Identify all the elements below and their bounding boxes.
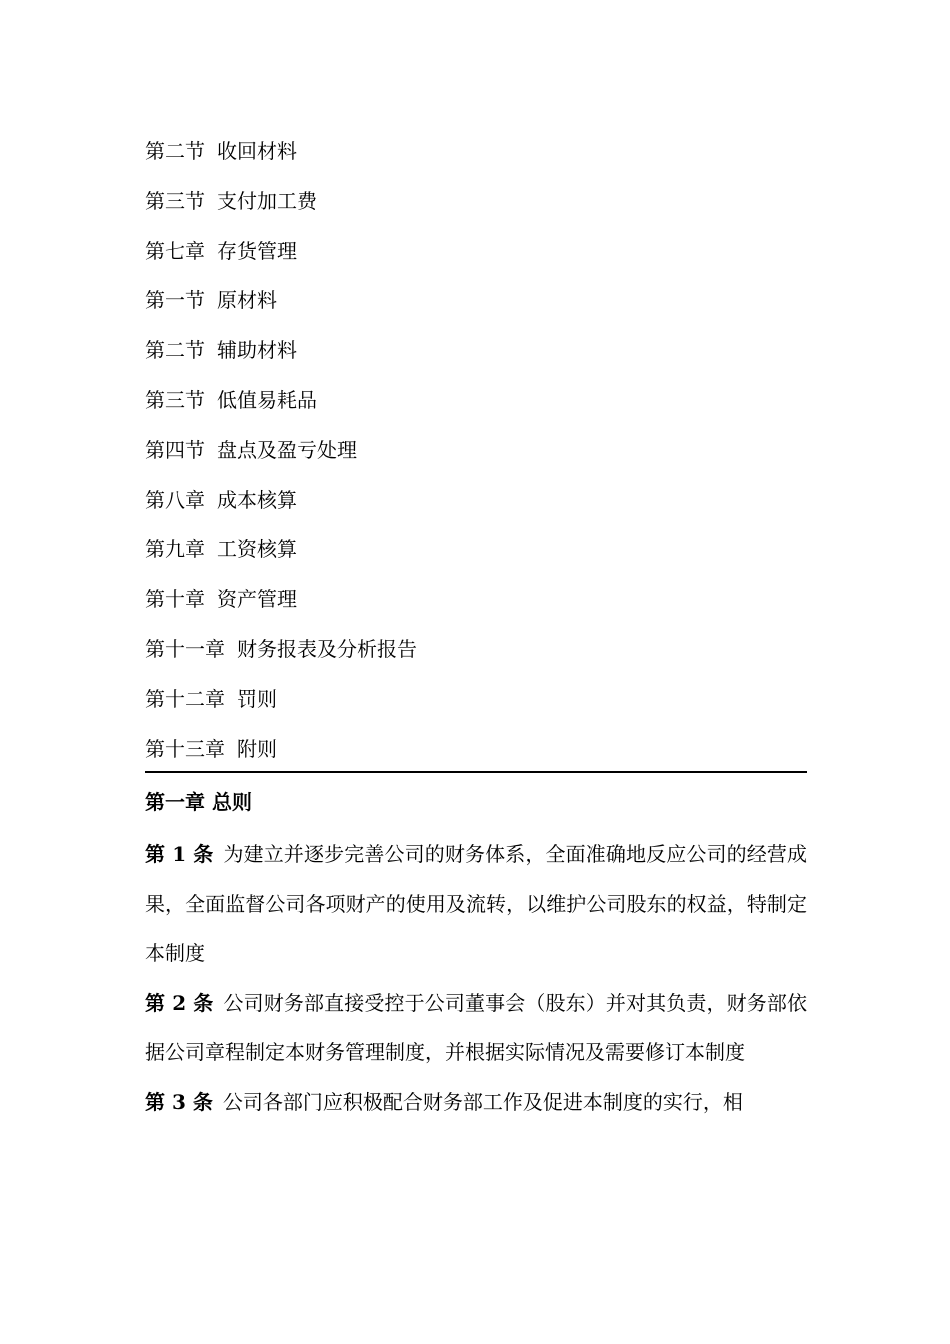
table-of-contents (145, 130, 807, 777)
toc-entry[interactable] (145, 130, 807, 180)
toc-entry-title: 资产管理 (217, 587, 297, 612)
chapter-heading: 第一章 总则 (145, 790, 252, 814)
article-paragraph (145, 979, 807, 1078)
document-body (145, 781, 807, 1128)
toc-entry-number: 第九章 (145, 537, 205, 562)
article-text: 为建立并逐步完善公司的财务体系，全面准确地反应公司的经营成果，全面监督公司各项财产的使用及流转，以维护公司股东的权益，特制定本制度 (145, 842, 808, 966)
toc-entry-title: 原材料 (217, 288, 277, 313)
toc-entry-number: 第七章 (145, 238, 205, 263)
toc-entry-title: 财务报表及分析报告 (237, 636, 417, 661)
section-divider (145, 771, 807, 773)
toc-entry-title: 罚则 (237, 686, 277, 711)
toc-entry-number: 第十一章 (145, 636, 225, 661)
toc-entry[interactable] (145, 728, 807, 778)
article-paragraph (145, 830, 807, 979)
toc-entry[interactable] (145, 230, 807, 280)
toc-entry-number: 第十章 (145, 587, 205, 612)
toc-entry-title: 支付加工费 (217, 188, 317, 213)
toc-entry-number: 第二节 (145, 139, 205, 163)
article-label: 第 2 条 (145, 990, 214, 1015)
toc-entry-number: 第八章 (145, 487, 205, 512)
toc-entry[interactable] (145, 528, 807, 578)
toc-entry[interactable] (145, 678, 807, 728)
toc-entry-number: 第十三章 (145, 736, 225, 761)
toc-entry-title: 存货管理 (217, 238, 297, 263)
article-text: 公司财务部直接受控于公司董事会（股东）并对其负责，财务部依据公司章程制定本财务管理制度，并根据实际情况及需要修订本制度 (145, 990, 808, 1065)
toc-entry-number: 第四节 (145, 437, 205, 462)
toc-entry-number: 第十二章 (145, 686, 225, 711)
toc-entry[interactable] (145, 479, 807, 529)
toc-entry-title: 收回材料 (217, 139, 297, 163)
article-text: 公司各部门应积极配合财务部工作及促进本制度的实行，相 (222, 1089, 743, 1114)
toc-entry-title: 成本核算 (217, 487, 297, 512)
toc-entry[interactable] (145, 279, 807, 329)
toc-entry[interactable] (145, 628, 807, 678)
article-label: 第 1 条 (145, 842, 214, 866)
toc-entry[interactable] (145, 180, 807, 230)
toc-entry-number: 第三节 (145, 387, 205, 412)
article-label: 第 3 条 (145, 1089, 213, 1114)
toc-entry[interactable] (145, 429, 807, 479)
toc-entry-number: 第二节 (145, 338, 205, 363)
toc-entry[interactable] (145, 379, 807, 429)
article-paragraph (145, 1078, 807, 1128)
toc-entry-number: 第一节 (145, 288, 205, 313)
toc-entry[interactable] (145, 329, 807, 379)
toc-entry-title: 低值易耗品 (217, 387, 317, 412)
toc-entry-title: 盘点及盈亏处理 (217, 437, 357, 462)
toc-entry-title: 附则 (237, 736, 277, 761)
toc-entry-title: 辅助材料 (217, 338, 297, 363)
toc-entry[interactable] (145, 578, 807, 628)
toc-entry-number: 第三节 (145, 188, 205, 213)
toc-entry-title: 工资核算 (217, 537, 297, 562)
